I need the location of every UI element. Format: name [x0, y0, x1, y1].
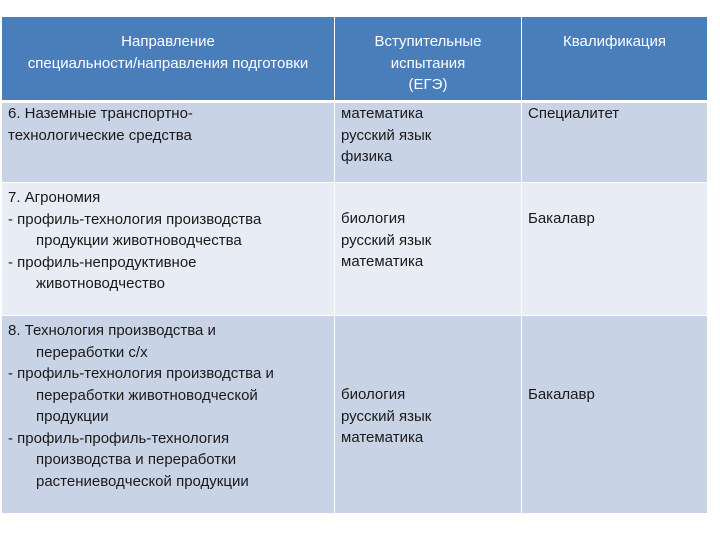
row3-direction-line: производства и переработки: [36, 451, 237, 468]
row3-exams: [335, 316, 522, 514]
row3-direction-line: растениеводческой продукции: [36, 472, 249, 490]
row3-direction-line: 8. Технология производства и: [8, 322, 216, 339]
row2-qualification-value: Бакалавр: [528, 210, 595, 227]
header-exams-line2: испытания: [390, 54, 466, 72]
row3-direction-line: переработки животноводческой: [36, 386, 258, 404]
header-exams-line1: Вступительные: [374, 33, 482, 50]
row2-direction: [2, 183, 335, 316]
row2-exam-item: русский язык: [341, 231, 432, 249]
row3-direction: [2, 316, 335, 514]
row1-direction-line: 6. Наземные транспортно-: [8, 105, 193, 122]
row3-exam-item: русский язык: [341, 407, 432, 425]
header-direction-line2: специальности/направления подготовки: [27, 54, 309, 72]
row3-direction-line: продукции: [36, 408, 109, 425]
row1-exam-item: математика: [341, 105, 424, 122]
row2-exam-item: математика: [341, 253, 424, 270]
row1-exams: [335, 103, 522, 183]
row1-direction-line: технологические средства: [8, 126, 192, 144]
header-qualification: [522, 17, 708, 103]
row3-qualification: [522, 316, 708, 514]
row2-direction-line: животноводчество: [36, 275, 165, 292]
row1-qualification: [522, 103, 708, 183]
row1-exam-item: физика: [341, 148, 393, 165]
row3-exam-item: математика: [341, 429, 424, 446]
row1-exam-item: русский язык: [341, 126, 432, 144]
header-exams-line3: (ЕГЭ): [408, 76, 448, 93]
header-direction-line1: Направление: [121, 33, 215, 50]
row2-exams: [335, 183, 522, 316]
row2-direction-line: 7. Агрономия: [8, 189, 101, 206]
row3-exam-item: биология: [341, 386, 406, 403]
row3-direction-line: - профиль-технология производства и: [8, 365, 274, 382]
header-qualification-label: Квалификация: [562, 33, 667, 50]
row1-direction: [2, 103, 335, 183]
row2-direction-line: продукции животноводчества: [36, 232, 242, 249]
row3-direction-line: - профиль-профиль-технология: [8, 429, 230, 447]
row2-direction-line: - профиль-непродуктивное: [8, 253, 197, 271]
row1-qualification-value: Специалитет: [528, 105, 620, 122]
row2-qualification: [522, 183, 708, 316]
row2-exam-item: биология: [341, 210, 406, 227]
admissions-table: [2, 17, 708, 514]
header-direction: [2, 17, 335, 103]
row2-direction-line: - профиль-технология производства: [8, 210, 262, 228]
header-exams: [335, 17, 522, 103]
row3-qualification-value: Бакалавр: [528, 386, 595, 403]
row3-direction-line: переработки с/х: [36, 343, 148, 361]
